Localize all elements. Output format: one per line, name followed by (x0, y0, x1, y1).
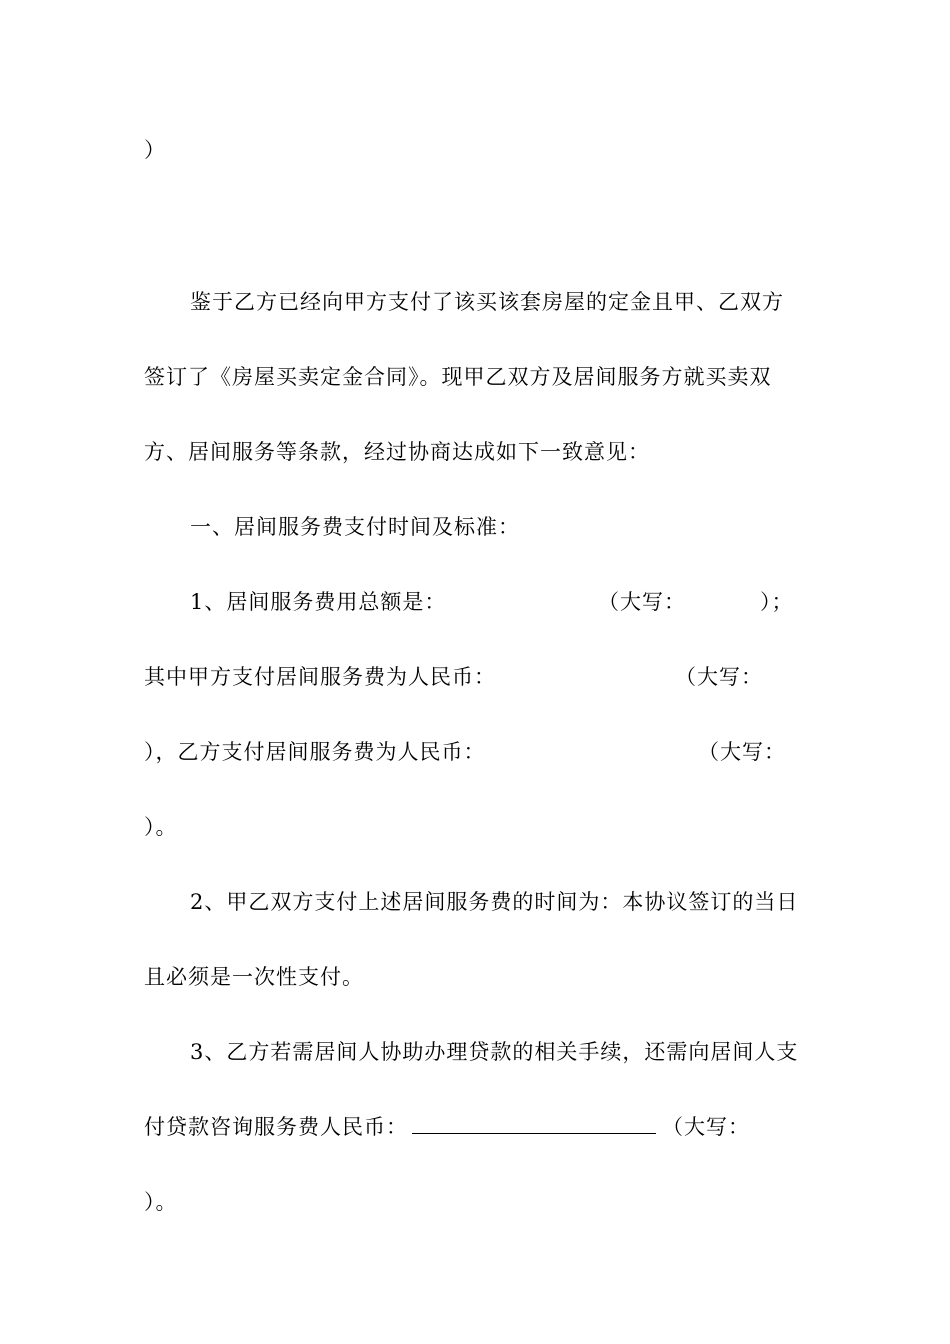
item-2-line-2: 且必须是一次性支付。 (144, 965, 364, 989)
item-1-total-fee-label: 1、居间服务费用总额是： (190, 590, 447, 614)
item-3-closing: ）。 (144, 1190, 178, 1214)
paragraph-preamble-line-1: 鉴于乙方已经向甲方支付了该买该套房屋的定金且甲、乙双方 (190, 290, 784, 314)
paragraph-preamble-line-3: 方、居间服务等条款，经过协商达成如下一致意见： (144, 440, 650, 464)
item-1-party-b-fee-capital-label: （大写： (698, 740, 786, 764)
item-1-party-a-fee-capital-label: （大写： (675, 665, 763, 689)
item-3-loan-fee-capital-label: （大写： (662, 1115, 750, 1139)
item-1-closing: ）。 (144, 815, 178, 839)
paragraph-preamble-line-2: 签订了《房屋买卖定金合同》。现甲乙双方及居间服务方就买卖双 (144, 365, 772, 389)
item-1-total-fee-close: ）； (760, 590, 794, 614)
item-1-total-fee-capital-label: （大写： (598, 590, 686, 614)
item-1-party-a-fee-label: 其中甲方支付居间服务费为人民币： (144, 665, 496, 689)
item-3-loan-fee-label: 付贷款咨询服务费人民币： (144, 1115, 408, 1139)
closing-paren-line: ） (144, 138, 166, 162)
loan-fee-blank-line (412, 1115, 656, 1134)
section-heading-service-fee: 一、居间服务费支付时间及标准： (190, 515, 520, 539)
item-1-party-b-fee-label: ），乙方支付居间服务费为人民币： (144, 740, 486, 764)
item-2-line-1: 2、甲乙双方支付上述居间服务费的时间为：本协议签订的当日 (190, 890, 799, 914)
item-3-line-1: 3、乙方若需居间人协助办理贷款的相关手续，还需向居间人支 (190, 1040, 799, 1064)
